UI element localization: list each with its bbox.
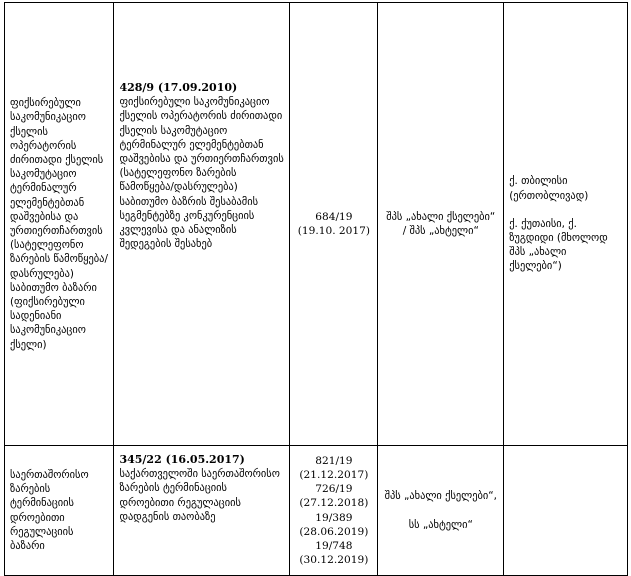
operators-text: სს „ახტელი“: [408, 518, 473, 531]
number-date: (19.10. 2017): [297, 225, 371, 237]
table-row: [5, 3, 628, 446]
decision-ref: 428/9 (17.09.2010): [119, 81, 238, 94]
number-text: 19/389: [315, 511, 353, 524]
number-text: 726/19: [315, 483, 353, 496]
operators-cell: [378, 3, 504, 446]
number-date: (28.06.2019): [299, 525, 369, 538]
location-text: ქ. ქუთაისი, ქ. ზუგდიდი (მხოლოდ შპს „ახალი ქსელები“): [509, 217, 608, 273]
market-text: საერთაშორისო ზარების ტერმინაციის დროებითი რეგულაციის ბაზარი: [10, 468, 89, 552]
location-text: ქ. თბილისი (ერთობლივად): [509, 175, 589, 202]
decision-text: საქართველოში საერთაშორისო ზარების ტერმინაციის დროებითი რეგულაციის დადგენის თაობაზე: [119, 468, 280, 523]
number-date: (21.12.2017): [299, 468, 369, 481]
locations-cell: [504, 446, 628, 576]
number-cell: [290, 3, 378, 446]
number-date: (27.12.2018): [299, 497, 369, 510]
number-cell: [290, 446, 378, 576]
operators-cell: [378, 446, 504, 576]
market-cell: [5, 446, 114, 576]
number-text: 19/748: [315, 539, 353, 552]
decision-ref: 345/22 (16.05.2017): [119, 453, 245, 466]
number-text: 821/19: [315, 454, 353, 467]
market-cell: [5, 3, 114, 446]
decision-cell: [114, 3, 290, 446]
decision-cell: [114, 446, 290, 576]
regulation-table: [4, 2, 628, 576]
operators-text: შპს „ახალი ქსელები“ / შპს „ახტელი“: [386, 210, 496, 237]
number-text: 684/19: [315, 210, 353, 223]
market-text: ფიქსირებული საკომუნიკაციო ქსელის ოპერატორის ძირითადი ქსელის საკომუტაციო ტერმინალურ ელემენტებთან დაშვებისა და ურთიერთჩართვის (სატელეფონო ზარების წამოწყება/დასრულება) საბითუმო ბაზარი (ფიქსირებული სადენიანი საკომუნიკაციო ქსელი): [10, 97, 108, 351]
table-row: [5, 446, 628, 576]
number-date: (30.12.2019): [299, 554, 369, 567]
locations-cell: [504, 3, 628, 446]
operators-text: შპს „ახალი ქსელები“,: [384, 490, 497, 503]
decision-text: ფიქსირებული საკომუნიკაციო ქსელის ოპერატორის ძირითადი ქსელის საკომუტაციო ტერმინალურ ელემენტებთან დაშვებისა და ურთიერთჩართვის (სატელეფონო ზარების წამოწყება/დასრულება) საბითუმო ბაზრის შესაბამის სეგმენტებზე კონკურენციის კვლევისა და ანალიზის შედეგების შესახებ: [119, 96, 284, 251]
